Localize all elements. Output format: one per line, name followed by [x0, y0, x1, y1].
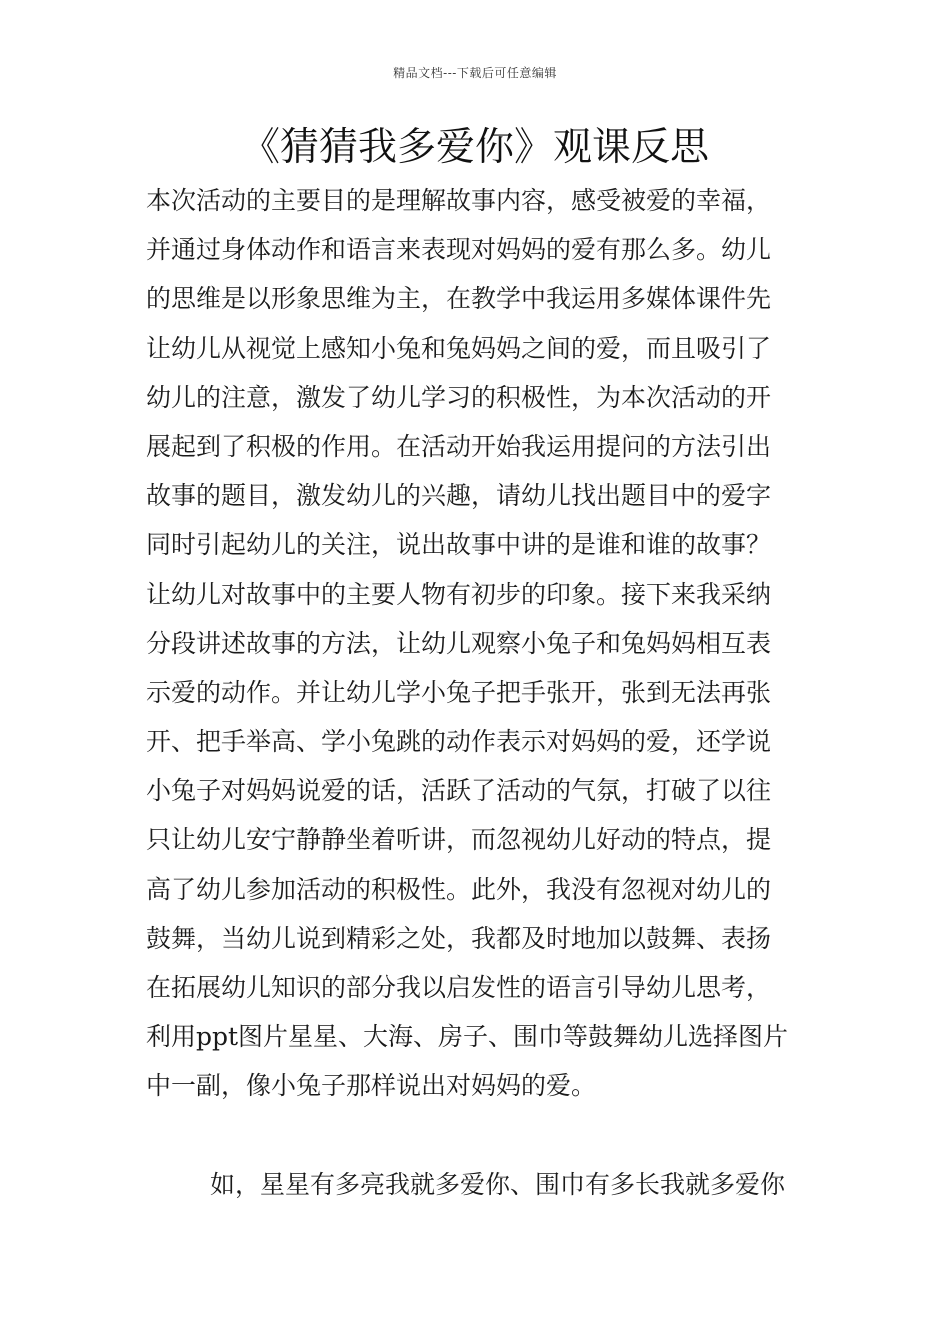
paragraph-line: 示爱的动作。并让幼儿学小兔子把手张开，张到无法再张 [146, 677, 772, 707]
page-title: 《猜猜我多爱你》观课反思 [240, 125, 709, 170]
paragraph-line: 中一副，像小兔子那样说出对妈妈的爱。 [146, 1071, 597, 1101]
paragraph-line: 只让幼儿安宁静静坐着听讲，而忽视幼儿好动的特点，提 [146, 825, 772, 855]
body-text [146, 176, 806, 1209]
paragraph-line: 分段讲述故事的方法，让幼儿观察小兔子和兔妈妈相互表 [146, 628, 772, 658]
paragraph-line: 幼儿的注意，激发了幼儿学习的积极性，为本次活动的开 [146, 382, 772, 412]
paragraph-line: 并通过身体动作和语言来表现对妈妈的爱有那么多。幼儿 [146, 235, 772, 265]
paragraph-line: 开、把手举高、学小兔跳的动作表示对妈妈的爱，还学说 [146, 727, 772, 757]
paragraph-line: 在拓展幼儿知识的部分我以启发性的语言引导幼儿思考， [146, 973, 772, 1002]
paragraph-line: 的思维是以形象思维为主，在教学中我运用多媒体课件先 [146, 284, 772, 314]
paragraph-line: 让幼儿从视觉上感知小兔和兔妈妈之间的爱，而且吸引了 [146, 333, 772, 363]
paragraph-line: 本次活动的主要目的是理解故事内容，感受被爱的幸福， [146, 186, 772, 215]
paragraph-line: 同时引起幼儿的关注，说出故事中讲的是谁和谁的故事？ [146, 530, 772, 560]
paragraph-line: 故事的题目，激发幼儿的兴趣，请幼儿找出题目中的爱字 [146, 481, 772, 511]
paragraph-line: 利用ppt图片星星、大海、房子、围巾等鼓舞幼儿选择图片 [146, 1022, 789, 1052]
paragraph-line: 小兔子对妈妈说爱的话，活跃了活动的气氛，打破了以往 [146, 776, 772, 806]
paragraph-line: 展起到了积极的作用。在活动开始我运用提问的方法引出 [146, 431, 772, 461]
paragraph-line: 鼓舞，当幼儿说到精彩之处，我都及时地加以鼓舞、表扬 [146, 923, 772, 953]
paragraph-line: 让幼儿对故事中的主要人物有初步的印象。接下来我采纳 [146, 579, 772, 609]
paragraph-line: 高了幼儿参加活动的积极性。此外，我没有忽视对幼儿的 [146, 874, 772, 904]
paragraph-line: 如，星星有多亮我就多爱你、围巾有多长我就多爱你 [210, 1169, 786, 1199]
header-note: 精品文档---下载后可任意编辑 [393, 66, 557, 80]
